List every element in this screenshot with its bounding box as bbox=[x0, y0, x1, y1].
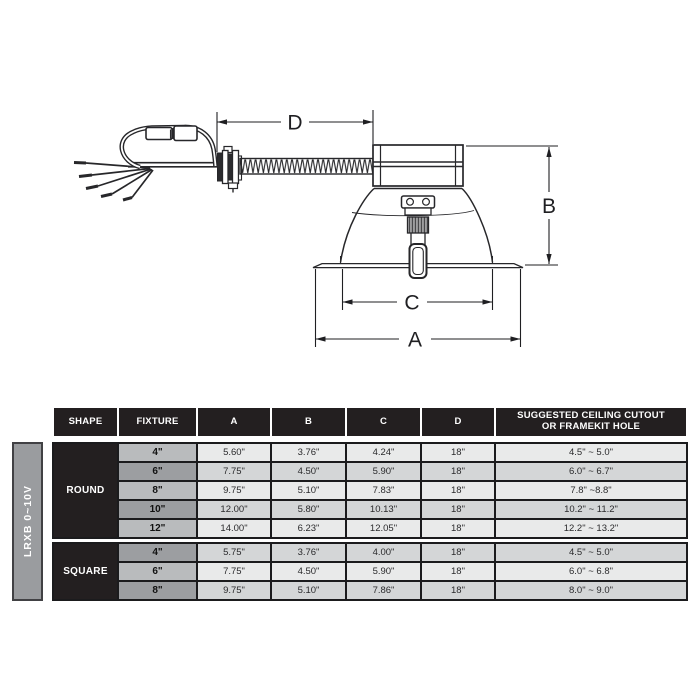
fixture-size-cell: 4" bbox=[119, 544, 196, 561]
spec-cell: 14.00" bbox=[198, 520, 270, 537]
col-header-cutout: SUGGESTED CEILING CUTOUT OR FRAMEKIT HOLE bbox=[496, 408, 686, 436]
spec-cell: 6.0" ~ 6.7" bbox=[496, 463, 686, 480]
flex-conduit bbox=[240, 159, 373, 175]
dimension-d bbox=[217, 110, 373, 152]
col-header-c: C bbox=[347, 408, 420, 436]
spec-cell: 4.50" bbox=[272, 563, 345, 580]
junction-box bbox=[373, 145, 463, 186]
spec-cell: 7.86" bbox=[347, 582, 420, 599]
spec-cell: 9.75" bbox=[198, 482, 270, 499]
table-body bbox=[52, 442, 688, 601]
spec-cell: 6.0" ~ 6.8" bbox=[496, 563, 686, 580]
spec-cell: 4.5" ~ 5.0" bbox=[496, 544, 686, 561]
spec-cell: 18" bbox=[422, 544, 494, 561]
spec-cell: 3.76" bbox=[272, 444, 345, 461]
spec-cell: 4.24" bbox=[347, 444, 420, 461]
spec-cell: 5.75" bbox=[198, 544, 270, 561]
spec-cell: 5.90" bbox=[347, 563, 420, 580]
fixture-size-cell: 10" bbox=[119, 501, 196, 518]
spec-cell: 8.0" ~ 9.0" bbox=[496, 582, 686, 599]
model-tab bbox=[12, 442, 43, 601]
spec-cell: 5.10" bbox=[272, 482, 345, 499]
quick-connector bbox=[146, 126, 197, 141]
col-header-a: A bbox=[198, 408, 270, 436]
spec-cell: 9.75" bbox=[198, 582, 270, 599]
fixture-size-cell: 8" bbox=[119, 582, 196, 599]
spec-cell: 18" bbox=[422, 463, 494, 480]
spec-cell: 12.2" ~ 13.2" bbox=[496, 520, 686, 537]
col-header-shape: SHAPE bbox=[54, 408, 117, 436]
spec-cell: 3.76" bbox=[272, 544, 345, 561]
fixture-size-cell: 6" bbox=[119, 563, 196, 580]
spec-cell: 10.2" ~ 11.2" bbox=[496, 501, 686, 518]
shape-cell-round: ROUND bbox=[54, 444, 117, 537]
spec-cell: 12.00" bbox=[198, 501, 270, 518]
col-header-fixture: FIXTURE bbox=[119, 408, 196, 436]
cable bbox=[128, 163, 218, 167]
dim-b-label: B bbox=[541, 195, 557, 218]
dim-c-label: C bbox=[404, 291, 420, 315]
fixture-size-cell: 4" bbox=[119, 444, 196, 461]
shape-cell-square: SQUARE bbox=[54, 544, 117, 599]
dimension-b bbox=[466, 146, 558, 265]
spec-cell: 6.23" bbox=[272, 520, 345, 537]
spec-cell: 12.05" bbox=[347, 520, 420, 537]
spec-cell: 7.75" bbox=[198, 563, 270, 580]
spec-cell: 18" bbox=[422, 482, 494, 499]
col-header-b: B bbox=[272, 408, 345, 436]
spec-cell: 4.5" ~ 5.0" bbox=[496, 444, 686, 461]
dim-d-label: D bbox=[287, 111, 303, 135]
fixture-size-cell: 12" bbox=[119, 520, 196, 537]
spec-cell: 7.83" bbox=[347, 482, 420, 499]
supply-wires bbox=[74, 163, 153, 201]
spec-cell: 4.00" bbox=[347, 544, 420, 561]
spec-cell: 5.90" bbox=[347, 463, 420, 480]
spec-cell: 18" bbox=[422, 582, 494, 599]
table-header-row bbox=[52, 406, 688, 438]
model-tab-label: LRXB 0~10V bbox=[21, 485, 34, 558]
spec-cell: 5.10" bbox=[272, 582, 345, 599]
spec-cell: 4.50" bbox=[272, 463, 345, 480]
col-header-d: D bbox=[422, 408, 494, 436]
spec-cell: 5.60" bbox=[198, 444, 270, 461]
dimension-table bbox=[52, 406, 688, 601]
section-divider bbox=[52, 539, 688, 542]
fixture-size-cell: 8" bbox=[119, 482, 196, 499]
spec-cell: 18" bbox=[422, 501, 494, 518]
spec-cell: 18" bbox=[422, 444, 494, 461]
spec-cell: 7.75" bbox=[198, 463, 270, 480]
spec-cell: 5.80" bbox=[272, 501, 345, 518]
conduit-fitting bbox=[218, 147, 242, 193]
dim-a-label: A bbox=[407, 328, 423, 352]
spec-cell: 18" bbox=[422, 520, 494, 537]
fixture-size-cell: 6" bbox=[119, 463, 196, 480]
spec-cell: 7.8" ~8.8" bbox=[496, 482, 686, 499]
spec-cell: 18" bbox=[422, 563, 494, 580]
spec-cell: 10.13" bbox=[347, 501, 420, 518]
